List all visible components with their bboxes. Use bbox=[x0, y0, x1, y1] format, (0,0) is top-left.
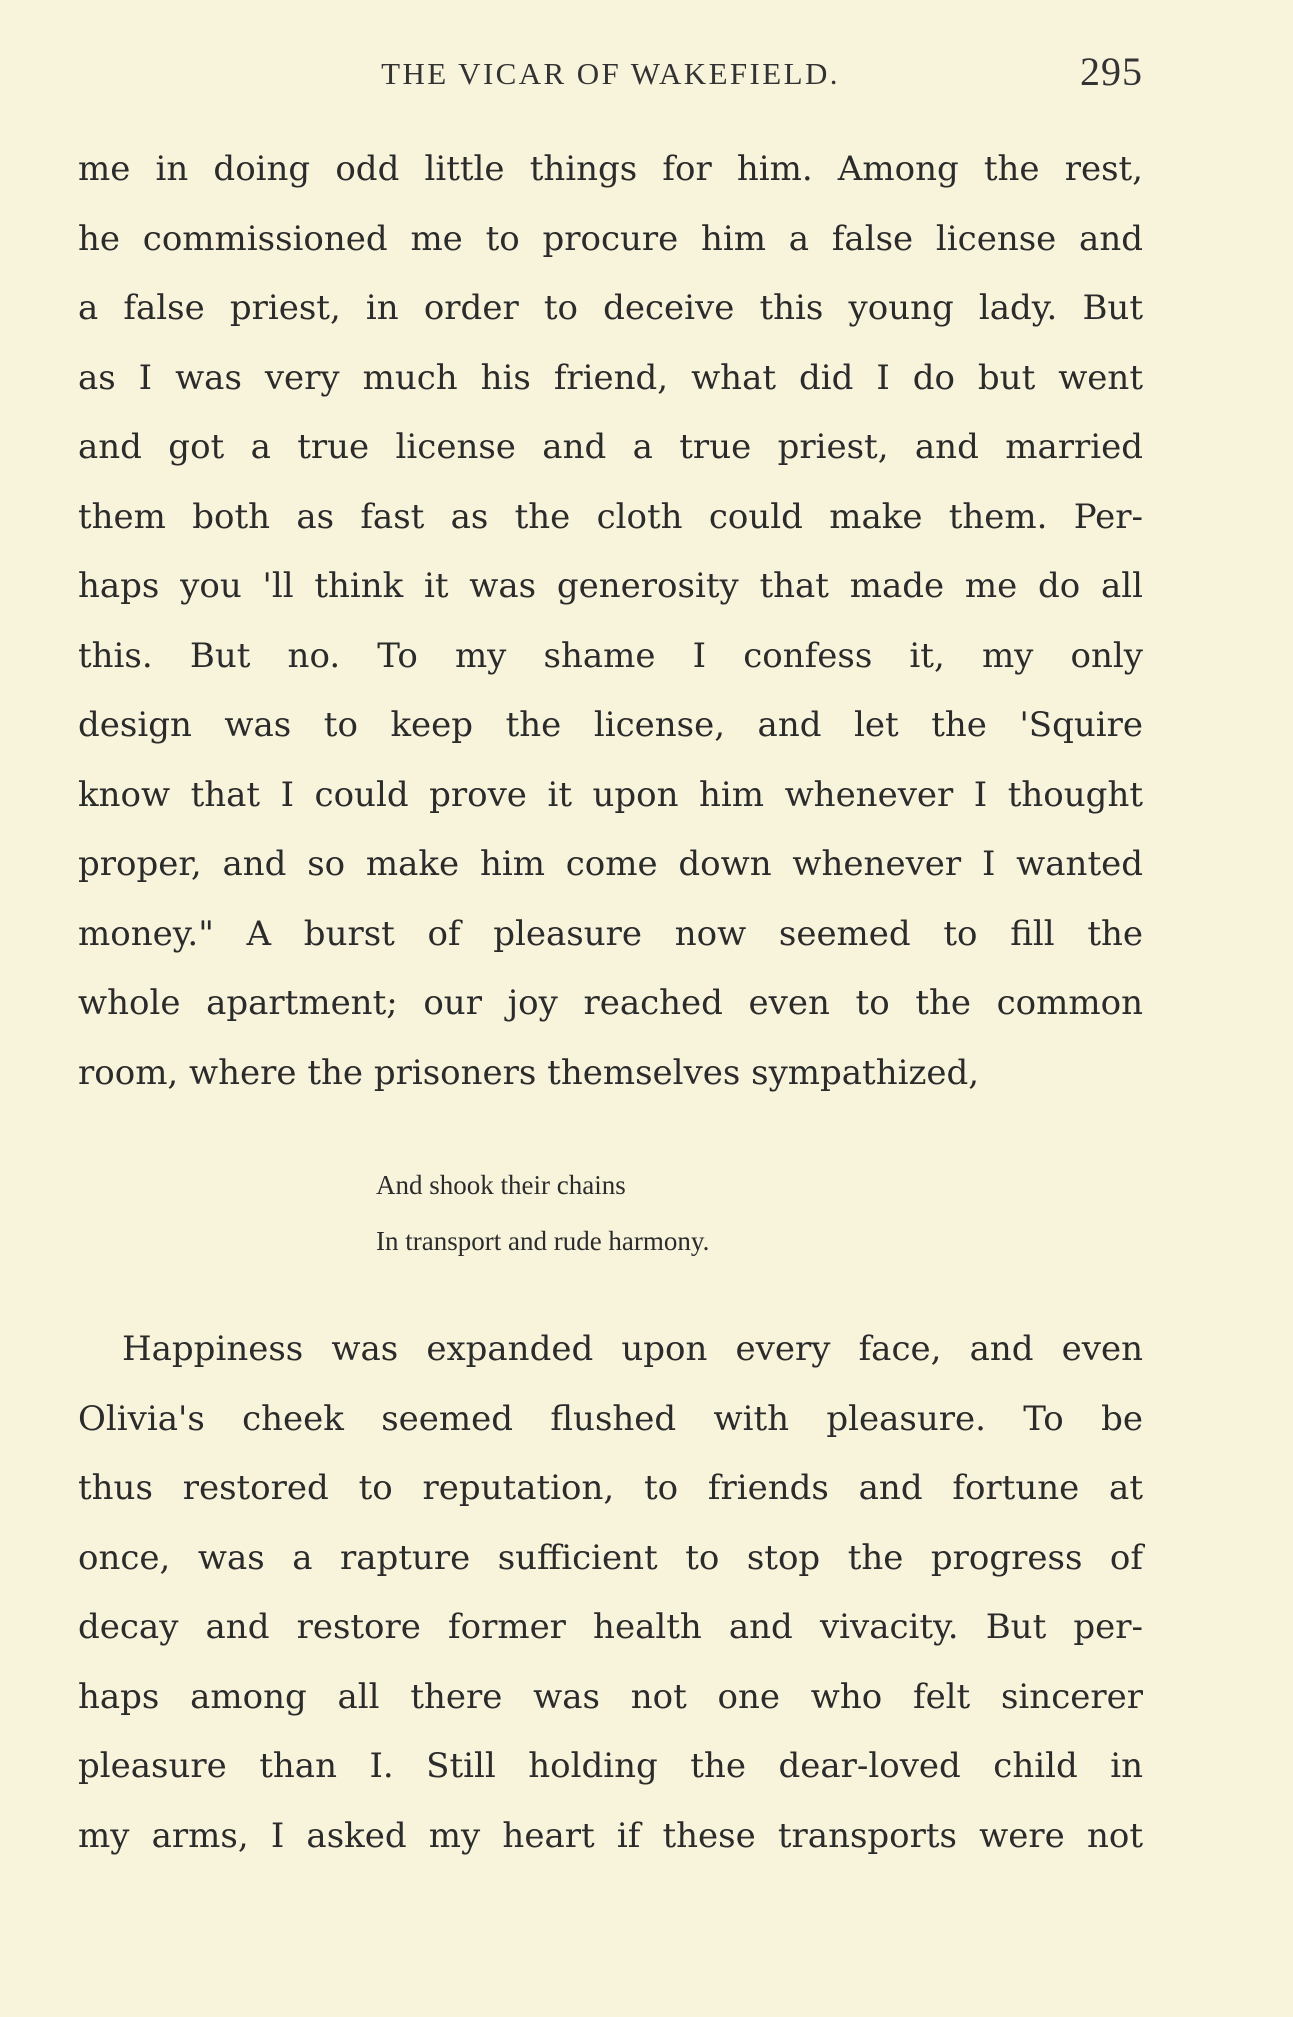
text-line: my arms, I asked my heart if these transports were not bbox=[78, 1815, 1143, 1856]
text-line: Olivia's cheek seemed flushed with pleasure. To be bbox=[78, 1398, 1143, 1439]
text-line: he commissioned me to procure him a false license and bbox=[78, 218, 1143, 259]
page-number: 295 bbox=[1080, 49, 1143, 94]
text-line: me in doing odd little things for him. Among the rest, bbox=[78, 149, 1143, 189]
text-line: decay and restore former health and vivacity. But per- bbox=[78, 1607, 1143, 1647]
text-line: haps among all there was not one who felt sincerer bbox=[78, 1676, 1143, 1717]
paragraph-1 bbox=[78, 135, 1143, 1108]
text-line: proper, and so make him come down whenever I wanted bbox=[78, 844, 1143, 884]
text-line: and got a true license and a true priest, and married bbox=[78, 427, 1143, 467]
text-line: whole apartment; our joy reached even to the common bbox=[78, 983, 1143, 1023]
text-line: a false priest, in order to deceive this young lady. But bbox=[78, 288, 1143, 328]
running-title: THE VICAR OF WAKEFIELD. bbox=[381, 56, 840, 91]
text-line: know that I could prove it upon him whenever I thought bbox=[78, 774, 1143, 815]
text-line: haps you 'll think it was generosity that made me do all bbox=[78, 566, 1143, 606]
text-line: money." A burst of pleasure now seemed to fill the bbox=[78, 913, 1143, 954]
text-line: Happiness was expanded upon every face, and even bbox=[122, 1329, 1143, 1369]
text-line: thus restored to reputation, to friends and fortune at bbox=[78, 1468, 1143, 1508]
verse-line: In transport and rude harmony. bbox=[376, 1226, 710, 1256]
text-line: as I was very much his friend, what did I do but went bbox=[78, 357, 1143, 398]
text-line: once, was a rapture sufficient to stop the progress of bbox=[78, 1537, 1143, 1578]
paragraph-2 bbox=[78, 1315, 1143, 1871]
running-head bbox=[78, 48, 1143, 104]
text-line: design was to keep the license, and let the 'Squire bbox=[78, 705, 1143, 745]
text-line: pleasure than I. Still holding the dear-loved child in bbox=[78, 1746, 1143, 1786]
text-line: room, where the prisoners themselves sympathized, bbox=[78, 1052, 980, 1093]
text-line: this. But no. To my shame I confess it, my only bbox=[78, 635, 1143, 676]
verse-line: And shook their chains bbox=[376, 1170, 626, 1200]
verse-quote bbox=[376, 1157, 976, 1269]
text-line: them both as fast as the cloth could make them. Per- bbox=[78, 496, 1143, 537]
